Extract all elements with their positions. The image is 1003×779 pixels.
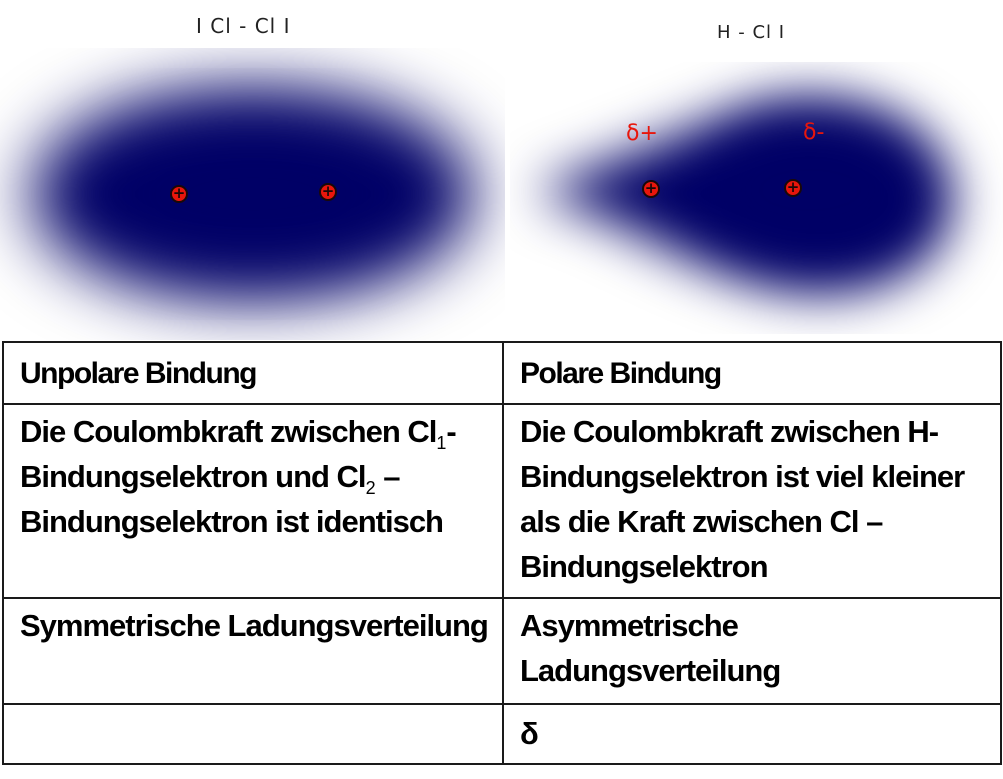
header-unpolar: Unpolare Bindung <box>3 342 503 404</box>
cell-coulomb-unpolar: Die Coulombkraft zwischen $Cl_1-$ Bindungselektron und $Cl_2$ – Bindungselektron ist identisch <box>3 404 503 598</box>
table-row-delta <box>3 704 1001 764</box>
cl-nucleus-2-icon: + <box>319 183 337 201</box>
partial-positive-label: δ+ <box>626 121 658 146</box>
cell-symmetric: Symmetrische Ladungsverteilung <box>3 598 503 704</box>
hcl-formula: H - Cl I <box>717 22 786 43</box>
partial-negative-label: δ- <box>803 120 825 145</box>
cl-nucleus-1-icon: + <box>170 185 188 203</box>
cell-asymmetric: Asymmetrische Ladungsverteilung <box>503 598 1001 704</box>
cell-empty <box>3 704 503 764</box>
cell-coulomb-polar: Die Coulombkraft zwischen H-Bindungselektron ist viel kleiner als die Kraft zwischen Cl – Bindungselektron <box>503 404 1001 598</box>
cell-delta: δ <box>503 704 1001 764</box>
table-row-distribution <box>3 598 1001 704</box>
h-nucleus-icon: + <box>642 180 660 198</box>
table-row-coulomb <box>3 404 1001 598</box>
header-polar: Polare Bindung <box>503 342 1001 404</box>
comparison-table <box>2 341 1002 765</box>
cl2-electron-cloud <box>0 48 505 340</box>
hcl-electron-cloud <box>510 62 1003 334</box>
cl-nucleus-icon: + <box>784 179 802 197</box>
table-header-row <box>3 342 1001 404</box>
cl2-formula: I Cl - Cl I <box>196 14 291 38</box>
